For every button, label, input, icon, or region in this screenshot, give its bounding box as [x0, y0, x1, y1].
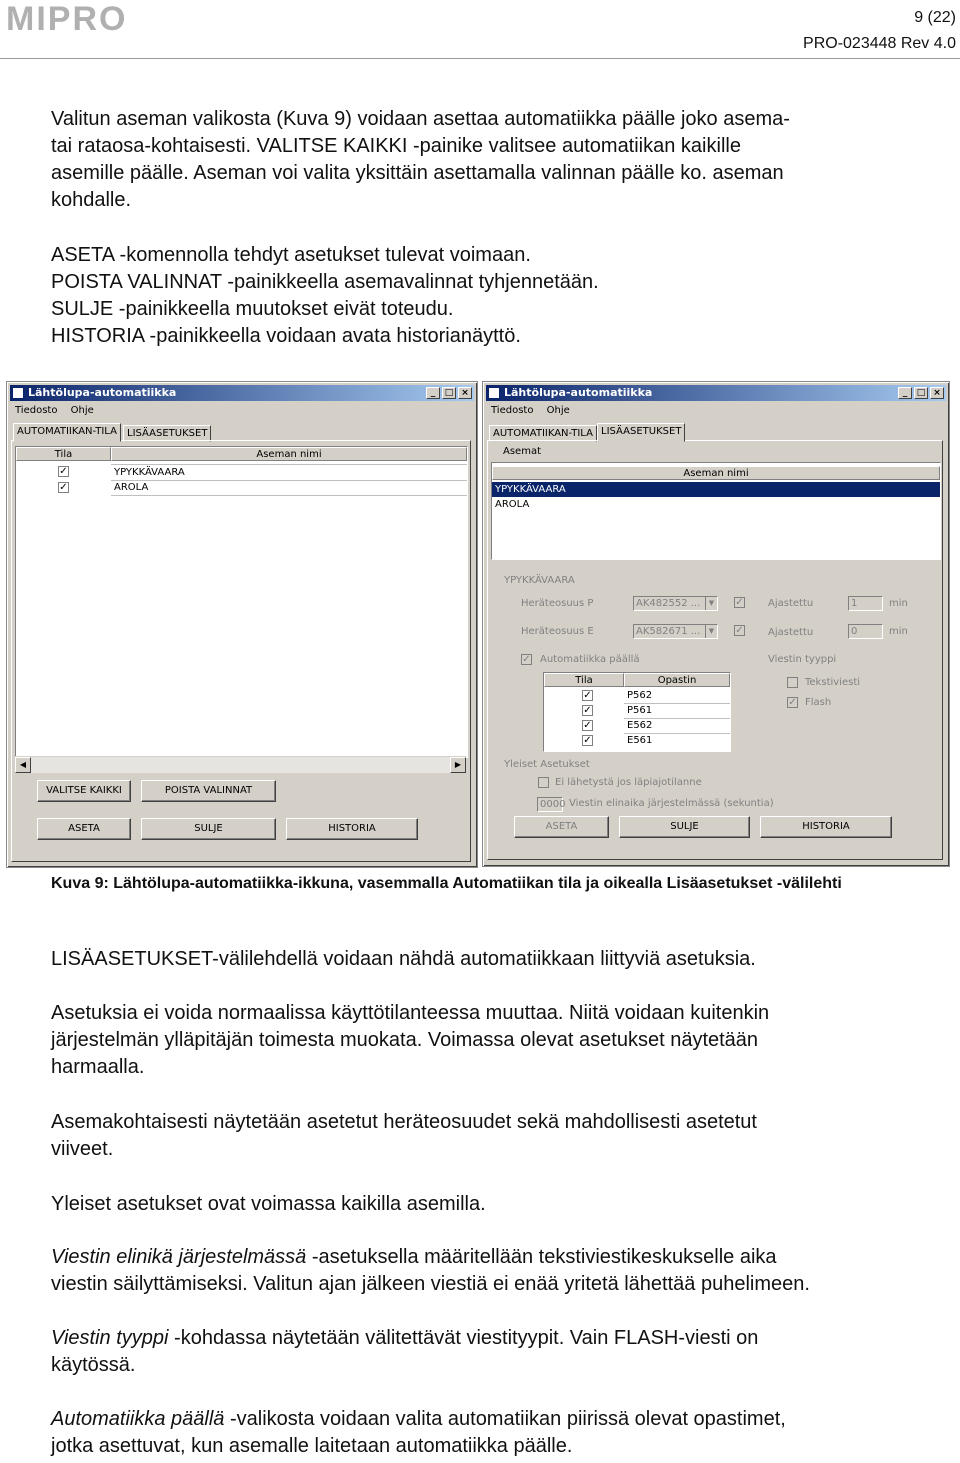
scroll-right-icon[interactable]: ▶: [450, 757, 466, 773]
intro-paragraph: [51, 106, 790, 214]
body-line: [51, 1244, 810, 1271]
automation-on-checkbox[interactable]: ✓: [522, 654, 531, 665]
column-header-state[interactable]: Tila: [16, 447, 111, 461]
body-line: Asemakohtaisesti näytetään asetetut heräteosuudet sekä mahdollisesti asetetut: [51, 1111, 757, 1133]
emphasis: Viestin tyyppi: [51, 1327, 169, 1349]
body-line: [51, 1406, 786, 1433]
intro-line: tai rataosa-kohtaisesti. VALITSE KAIKKI -painike valitsee automatiikan kaikille: [51, 135, 741, 157]
body-line: Yleiset asetukset ovat voimassa kaikilla asemilla.: [51, 1193, 486, 1215]
title-bar: [10, 385, 474, 401]
body-paragraph: [51, 946, 756, 973]
menu-help[interactable]: Ohje: [546, 405, 570, 416]
document-id: PRO-023448 Rev 4.0: [803, 35, 956, 52]
signal-checkbox[interactable]: ✓: [583, 705, 592, 716]
station-name-cell[interactable]: YPYKKÄVAARA: [111, 464, 468, 481]
station-name-cell[interactable]: AROLA: [111, 480, 468, 496]
body-line: LISÄASETUKSET-välilehdellä voidaan nähdä automatiikkaan liittyviä asetuksia.: [51, 948, 756, 970]
body-paragraph: [51, 1191, 486, 1218]
right-window: [482, 381, 950, 867]
commands-paragraph: [51, 242, 599, 350]
maximize-icon[interactable]: □: [442, 387, 456, 399]
intro-line: Valitun aseman valikosta (Kuva 9) voidaan asettaa automatiikka päälle joko asema-: [51, 108, 790, 130]
no-send-label: Ei lähetystä jos läpiajotilanne: [555, 777, 702, 788]
minimize-icon[interactable]: _: [898, 387, 912, 399]
signal-cell[interactable]: E561: [627, 735, 653, 746]
body-line: Asetuksia ei voida normaalissa käyttötilanteessa muuttaa. Niitä voidaan kuitenkin: [51, 1002, 770, 1024]
menu-file[interactable]: Tiedosto: [491, 405, 534, 416]
close-button[interactable]: SULJE: [619, 816, 750, 838]
intro-line: asemille päälle. Aseman voi valita yksittäin asettamalla valinnan päälle ko. aseman: [51, 162, 784, 184]
body-line: harmaalla.: [51, 1056, 145, 1078]
body-paragraph: [51, 1244, 810, 1298]
checkbox[interactable]: ✓: [59, 482, 68, 493]
delay-p-unit: min: [889, 598, 908, 609]
tab-automation-state[interactable]: AUTOMATIIKAN-TILA: [13, 423, 121, 442]
close-icon[interactable]: ×: [930, 387, 944, 399]
message-life-label: Viestin elinaika järjestelmässä (sekuntia): [569, 798, 774, 809]
chevron-down-icon: ▼: [705, 597, 717, 610]
body-line: [51, 1325, 758, 1352]
maximize-icon[interactable]: □: [914, 387, 928, 399]
scroll-left-icon[interactable]: ◀: [15, 757, 31, 773]
checkbox[interactable]: ✓: [59, 466, 68, 477]
close-button[interactable]: SULJE: [141, 818, 276, 840]
trigger-p-select[interactable]: [633, 596, 718, 611]
command-line: SULJE -painikkeella muutokset eivät toteudu.: [51, 298, 454, 320]
flash-label: Flash: [805, 697, 832, 708]
menu-bar: [11, 403, 100, 419]
body-text: -valikosta voidaan valita automatiikan piirissä olevat opastimet,: [224, 1408, 786, 1430]
window-title: Lähtölupa-automatiikka: [28, 386, 177, 399]
column-header-station[interactable]: Aseman nimi: [492, 466, 940, 480]
chevron-down-icon: ▼: [705, 625, 717, 638]
title-bar: [486, 385, 946, 401]
history-button[interactable]: HISTORIA: [286, 818, 418, 840]
signal-grid: [543, 672, 731, 752]
delay-e-field[interactable]: 0: [848, 624, 883, 639]
column-header-state[interactable]: Tila: [544, 673, 624, 687]
station-row[interactable]: AROLA: [495, 499, 530, 510]
timed-e-checkbox[interactable]: ✓: [735, 625, 744, 636]
general-settings-title: Yleiset Asetukset: [504, 759, 590, 770]
message-life-field[interactable]: 0000: [537, 797, 563, 812]
timed-p-checkbox[interactable]: ✓: [735, 597, 744, 608]
body-text: -kohdassa näytetään välitettävät viestityypit. Vain FLASH-viesti on: [168, 1327, 759, 1349]
clear-selections-button[interactable]: POISTA VALINNAT: [141, 780, 276, 802]
trigger-p-value: AK482552 ...: [636, 598, 701, 609]
set-button[interactable]: ASETA: [514, 816, 609, 838]
text-message-checkbox[interactable]: [787, 677, 798, 688]
station-detail-title: YPYKKÄVAARA: [504, 575, 575, 586]
intro-line: kohdalle.: [51, 189, 132, 211]
body-paragraph: [51, 1406, 786, 1460]
menu-file[interactable]: Tiedosto: [15, 405, 58, 416]
company-logo: MIPRO: [6, 0, 128, 38]
stations-group-label: Asemat: [503, 446, 541, 457]
signal-checkbox[interactable]: ✓: [583, 690, 592, 701]
body-line: käytössä.: [51, 1354, 136, 1376]
body-line: viestin säilyttämiseksi. Valitun ajan jälkeen viestiä ei enää yritetä lähettää puhelimeen.: [51, 1273, 810, 1295]
history-button[interactable]: HISTORIA: [760, 816, 892, 838]
trigger-p-label: Heräteosuus P: [521, 598, 594, 609]
tab-extra-settings[interactable]: LISÄASETUKSET: [597, 423, 685, 442]
emphasis: Viestin elinikä järjestelmässä: [51, 1246, 307, 1268]
app-icon: [12, 387, 24, 399]
body-paragraph: [51, 1325, 758, 1379]
menu-help[interactable]: Ohje: [70, 405, 94, 416]
body-paragraph: [51, 1000, 769, 1081]
app-icon: [488, 387, 500, 399]
command-line: HISTORIA -painikkeella voidaan avata historianäyttö.: [51, 325, 521, 347]
menu-bar: [487, 403, 576, 419]
delay-e-unit: min: [889, 626, 908, 637]
flash-checkbox[interactable]: ✓: [788, 697, 797, 708]
signal-cell[interactable]: E562: [624, 718, 731, 734]
delay-p-field[interactable]: 1: [848, 596, 883, 611]
minimize-icon[interactable]: _: [426, 387, 440, 399]
body-line: järjestelmän ylläpitäjän toimesta muokata. Voimassa olevat asetukset näytetään: [51, 1029, 759, 1051]
no-send-checkbox[interactable]: [538, 777, 549, 788]
tab-automation-state[interactable]: AUTOMATIIKAN-TILA: [489, 425, 597, 442]
signal-checkbox[interactable]: ✓: [583, 735, 592, 746]
emphasis: Automatiikka päällä: [51, 1408, 225, 1430]
message-type-label: Viestin tyyppi: [768, 654, 837, 665]
command-line: POISTA VALINNAT -painikkeella asemavalinnat tyhjennetään.: [51, 271, 599, 293]
body-text: -asetuksella määritellään tekstiviestikeskukselle aika: [306, 1246, 777, 1268]
window-title: Lähtölupa-automatiikka: [504, 386, 653, 399]
text-message-label: Tekstiviesti: [805, 677, 861, 688]
column-header-station[interactable]: Aseman nimi: [111, 447, 467, 461]
trigger-e-label: Heräteosuus E: [521, 626, 594, 637]
automation-on-label: Automatiikka päällä: [540, 654, 640, 665]
set-button[interactable]: ASETA: [37, 818, 131, 840]
signal-cell[interactable]: P562: [624, 688, 731, 704]
timed-p-label: Ajastettu: [768, 598, 814, 609]
station-grid: [15, 446, 468, 758]
trigger-e-value: AK582671 ...: [636, 626, 701, 637]
figure-caption: Kuva 9: Lähtölupa-automatiikka-ikkuna, vasemmalla Automatiikan tila ja oikealla Lisäasetukset -välilehti: [51, 875, 842, 892]
page-number: 9 (22): [914, 9, 956, 26]
body-paragraph: [51, 1109, 757, 1163]
horizontal-scrollbar[interactable]: [15, 756, 466, 773]
timed-e-label: Ajastettu: [768, 627, 814, 638]
tab-extra-settings[interactable]: LISÄASETUKSET: [123, 425, 211, 442]
header-divider: [0, 58, 960, 59]
signal-cell[interactable]: P561: [624, 703, 731, 719]
signal-checkbox[interactable]: ✓: [583, 720, 592, 731]
left-window: [6, 381, 478, 868]
trigger-e-select[interactable]: [633, 624, 718, 639]
close-icon[interactable]: ×: [458, 387, 472, 399]
body-line: jotka asettuvat, kun asemalle laitetaan automatiikka päälle.: [51, 1435, 573, 1457]
body-line: viiveet.: [51, 1138, 114, 1160]
column-header-signal[interactable]: Opastin: [624, 673, 730, 687]
station-list: [491, 462, 941, 560]
command-line: ASETA -komennolla tehdyt asetukset tulevat voimaan.: [51, 244, 531, 266]
select-all-button[interactable]: VALITSE KAIKKI: [37, 780, 131, 802]
station-row-selected[interactable]: YPYKKÄVAARA: [492, 482, 941, 497]
